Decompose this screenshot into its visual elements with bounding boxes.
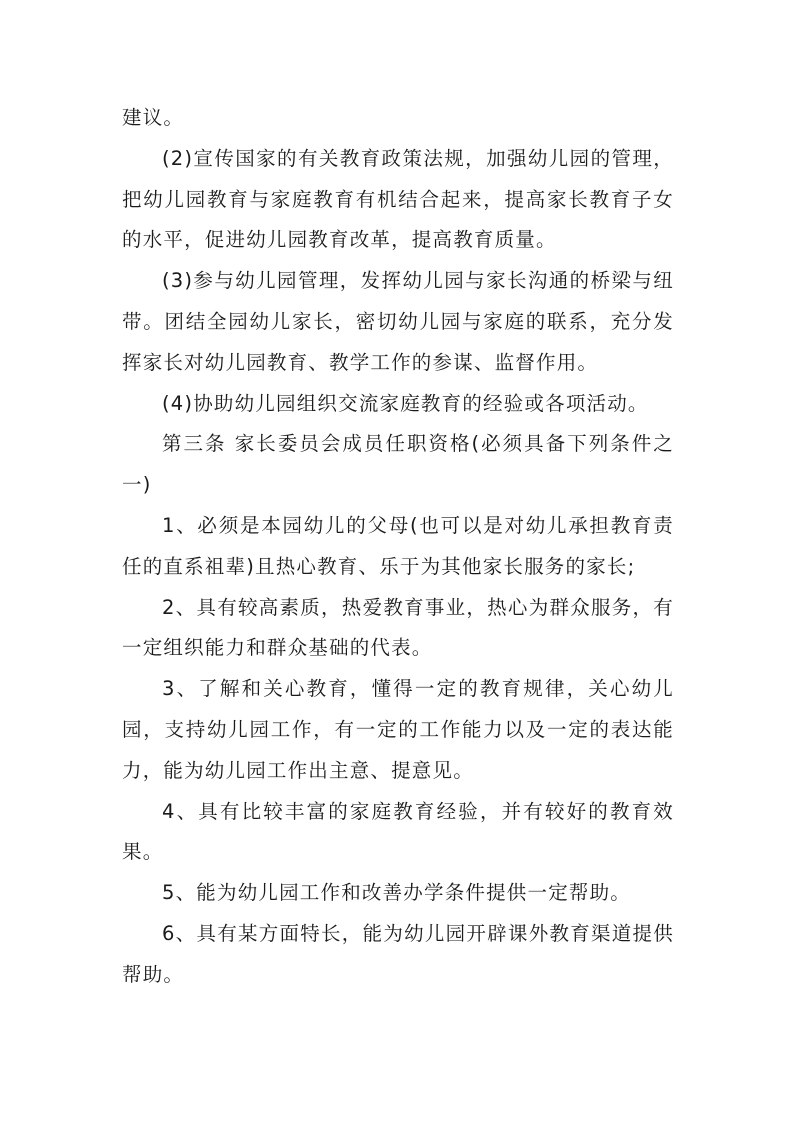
document-body	[122, 98, 674, 996]
qualification-5: 5、能为幼儿园工作和改善办学条件提供一定帮助。	[162, 881, 632, 905]
qualification-2: 2、具有较高素质，热爱教育事业，热心为群众服务，有一定组织能力和群众基础的代表。	[122, 595, 674, 660]
paragraph-item-2: (2)宣传国家的有关教育政策法规，加强幼儿园的管理，把幼儿园教育与家庭教育有机结合起来，提高家长教育子女的水平，促进幼儿园教育改革，提高教育质量。	[122, 146, 674, 252]
qualification-3: 3、了解和关心教育，懂得一定的教育规律，关心幼儿园，支持幼儿园工作，有一定的工作能力以及一定的表达能力，能为幼儿园工作出主意、提意见。	[122, 677, 674, 782]
paragraph-item-3: (3)参与幼儿园管理，发挥幼儿园与家长沟通的桥梁与纽带。团结全园幼儿家长，密切幼儿园与家庭的联系，充分发挥家长对幼儿园教育、教学工作的参谋、监督作用。	[122, 269, 674, 374]
qualification-6: 6、具有某方面特长，能为幼儿园开辟课外教育渠道提供帮助。	[122, 921, 674, 986]
article-three-heading: 第三条 家长委员会成员任职资格(必须具备下列条件之一)	[122, 432, 674, 497]
qualification-4: 4、具有比较丰富的家庭教育经验，并有较好的教育效果。	[122, 799, 674, 864]
paragraph-item-4: (4)协助幼儿园组织交流家庭教育的经验或各项活动。	[162, 391, 649, 415]
qualification-1: 1、必须是本园幼儿的父母(也可以是对幼儿承担教育责任的直系祖辈)且热心教育、乐于为其他家长服务的家长;	[122, 513, 674, 578]
paragraph-continuation: 建议。	[122, 106, 185, 129]
